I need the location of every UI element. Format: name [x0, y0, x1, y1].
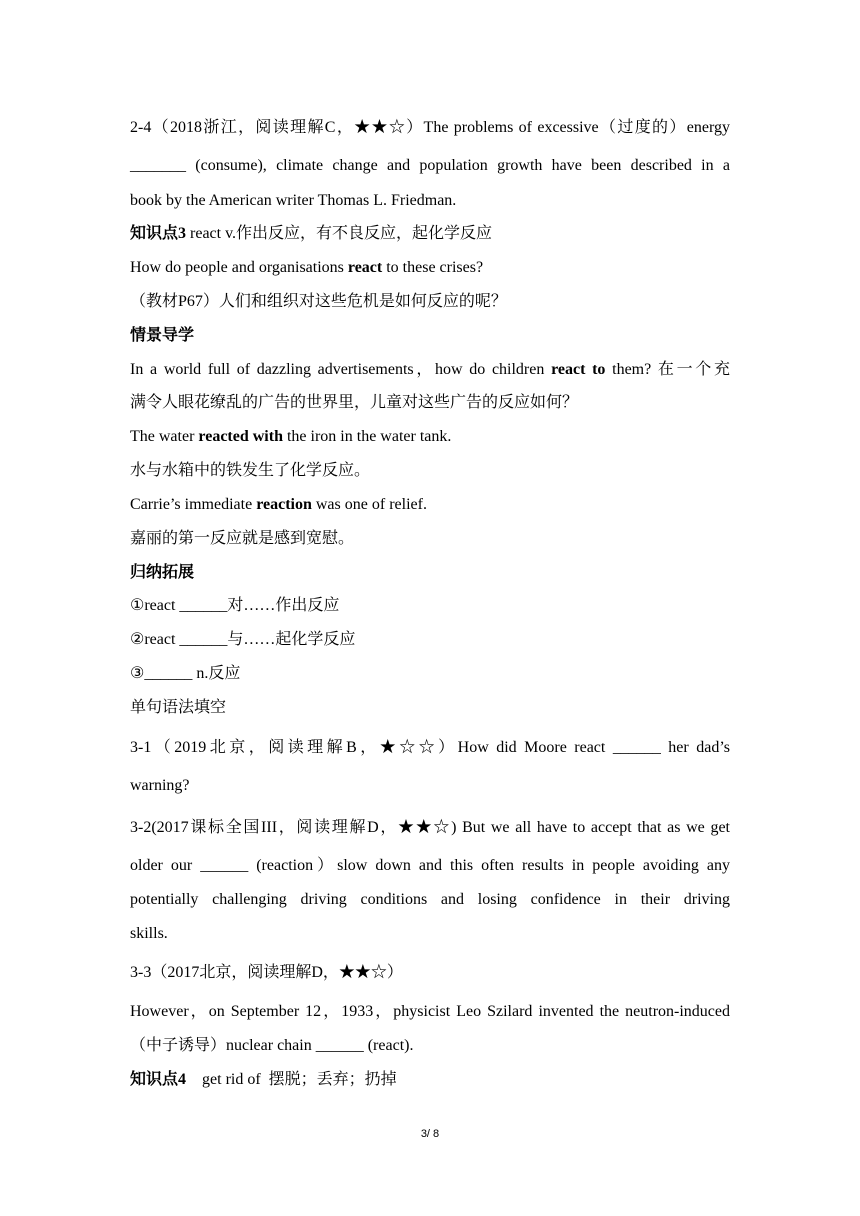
example-sentence-2: [130, 427, 730, 447]
sentence-part: to these crises?: [382, 259, 484, 276]
keyword: reacted with: [198, 428, 283, 445]
exercise-2-4-line-3: book by the American writer Thomas L. Friedman.: [130, 192, 457, 209]
section-heading-context: 情景导学: [130, 327, 195, 344]
knowledge-point-3-heading: [130, 224, 730, 244]
exercise-3-2-line-2: older our ______ (reaction）slow down and this often results in people avoiding any: [130, 857, 730, 874]
sentence-part: The water: [130, 428, 199, 445]
keyword: reaction: [256, 496, 312, 513]
example-sentence-3-translation: 嘉丽的第一反应就是感到宽慰。: [130, 530, 355, 547]
textbook-example-sentence: [130, 258, 730, 278]
knowledge-point-definition: get rid of 摆脱；丢弃；扔掉: [186, 1071, 397, 1088]
sentence-part: Carrie’s immediate: [130, 496, 257, 513]
exercise-3-2-line-4: skills.: [130, 925, 168, 942]
section-heading-grammar-fill: 单句语法填空: [130, 699, 227, 716]
exercise-3-2-line-1: 3-2(2017课标全国III，阅读理解D，★★☆) But we all have to accept that as we get: [130, 819, 730, 836]
page-number: 3/ 8: [420, 1128, 440, 1140]
sentence-part: In a world full of dazzling advertisements，how do children: [130, 361, 552, 378]
keyword: react to: [551, 361, 606, 378]
exercise-2-4-line-2: _______ (consume), climate change and population growth have been described in a: [130, 157, 730, 174]
sentence-part: the iron in the water tank.: [282, 428, 452, 445]
example-sentence-3: [130, 495, 730, 515]
summary-item-2: ②react ______与……起化学反应: [130, 631, 356, 648]
exercise-3-1-line-1: 3-1（2019北京，阅读理解B，★☆☆）How did Moore react ______ her dad’s: [130, 739, 730, 756]
knowledge-point-label: 知识点4: [130, 1071, 187, 1088]
knowledge-point-definition: react v.作出反应，有不良反应，起化学反应: [186, 225, 493, 242]
example-sentence-2-translation: 水与水箱中的铁发生了化学反应。: [130, 462, 371, 479]
knowledge-point-4-heading: [130, 1070, 730, 1090]
textbook-example-translation: （教材P67）人们和组织对这些危机是如何反应的呢？: [130, 293, 507, 310]
section-heading-summary: 归纳拓展: [130, 564, 195, 581]
keyword: react: [347, 259, 383, 276]
example-sentence-1: [130, 360, 730, 380]
exercise-3-1-line-2: warning?: [130, 777, 190, 794]
exercise-3-3-heading: 3-3（2017北京，阅读理解D，★★☆）: [130, 964, 403, 981]
exercise-3-2-line-3: potentially challenging driving conditions and losing confidence in their driving: [130, 891, 730, 908]
exercise-3-3-line-1: However，on September 12，1933，physicist Leo Szilard invented the neutron-induced: [130, 1003, 731, 1020]
exercise-2-4-line-1: 2-4（2018浙江，阅读理解C，★★☆）The problems of excessive（过度的）energy: [130, 119, 730, 136]
knowledge-point-label: 知识点3: [130, 225, 187, 242]
sentence-part: How do people and organisations: [130, 259, 348, 276]
summary-item-1: ①react ______对……作出反应: [130, 597, 340, 614]
exercise-3-3-line-2: （中子诱导）nuclear chain ______ (react).: [130, 1037, 414, 1054]
sentence-part: was one of relief.: [311, 496, 427, 513]
summary-item-3: ③______ n.反应: [130, 665, 241, 682]
example-sentence-1-translation: 满令人眼花缭乱的广告的世界里，儿童对这些广告的反应如何？: [130, 394, 579, 411]
sentence-part: them? 在一个充: [605, 361, 730, 378]
